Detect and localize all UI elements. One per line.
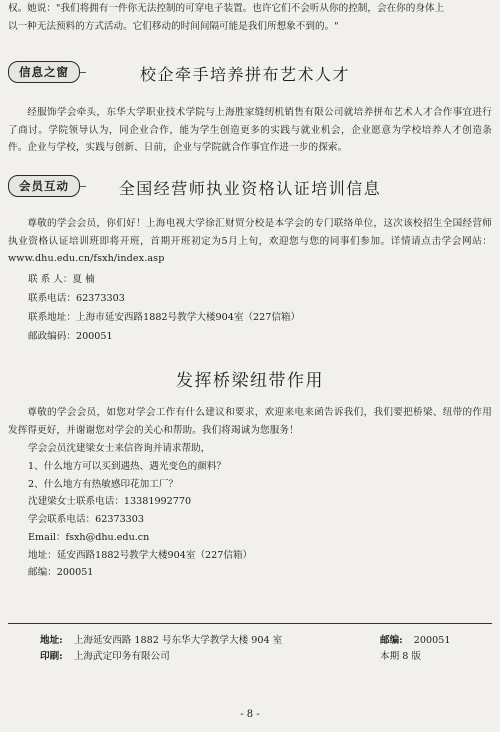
footer-address-value: 上海延安西路 1882 号东华大学教学大楼 904 室 <box>73 635 283 646</box>
footer-issue: 本期 8 版 <box>380 651 421 662</box>
footer-rule <box>8 623 492 624</box>
footer-postcode <box>380 634 450 648</box>
section1-body <box>8 104 492 157</box>
footer-postcode-value: 200051 <box>413 635 451 646</box>
section2-address: 联系地址：上海市延安西路1882号教学大楼904室（227信箱） <box>28 312 301 323</box>
section-title-school-enterprise: 校企牵手培养拼布艺术人才 <box>139 65 350 84</box>
footer-print-value: 上海武定印务有限公司 <box>73 651 170 662</box>
section-tag-info-window: 信息之窗 <box>8 61 80 83</box>
section1-paragraph: 经服饰学会牵头，东华大学职业技术学院与上海胜家缝纫机销售有限公司就培养拼布艺术人才合作事宜进行了商讨。学院领导认为，同企业合作，能为学生创造更多的实践与就业机会，企业愿意为学校培养人才创造条件。企业与学校，实践与创新、日前，企业与学院就合作事宜作进一步的探索。 <box>8 107 492 153</box>
section3-request: 学会会员沈建梁女士来信咨询并请求帮助， <box>28 443 211 454</box>
section2-contact: 联 系 人：夏 楠 <box>28 274 95 285</box>
page-number: - 8 - <box>240 709 260 720</box>
section3-postcode: 邮编：200051 <box>28 567 94 578</box>
heading-rule <box>80 72 86 73</box>
section3-shen-phone: 沈建梁女士联系电话：13381992770 <box>28 496 192 507</box>
heading-rule <box>80 186 86 187</box>
section3-question-1: 1、什么地方可以买到遇热、遇光变色的颜料？ <box>28 461 226 472</box>
section2-phone: 联系电话：62373303 <box>28 293 125 304</box>
section2-body <box>8 215 492 268</box>
section3-question-2: 2、什么地方有热敏感印花加工厂？ <box>28 479 179 490</box>
section-title-certification: 全国经营师执业资格认证培训信息 <box>118 179 382 198</box>
footer-printer <box>40 650 170 664</box>
intro-line-2: 以一种无法预料的方式活动。它们移动的时间间隔可能是我们所想象不到的。" <box>8 21 339 32</box>
section3-society-phone: 学会联系电话：62373303 <box>28 514 144 525</box>
section3-email: Email：fsxh@dhu.edu.cn <box>28 532 150 543</box>
section-title-bridge: 发挥桥梁纽带作用 <box>176 371 324 391</box>
footer-address <box>40 634 282 648</box>
section2-postcode: 邮政编码：200051 <box>28 331 113 342</box>
section3-body <box>8 404 492 439</box>
section-tag-member-interaction: 会员互动 <box>8 175 80 197</box>
section3-paragraph: 尊敬的学会会员，如您对学会工作有什么建议和要求，欢迎来电来函告诉我们，我们要把桥梁、纽带的作用发挥得更好，并谢谢您对学会的关心和帮助。我们将竭诚为您服务！ <box>8 407 492 436</box>
intro-line-1: 权。她说："我们将拥有一件你无法控制的可穿电子装置。也许它们不会听从你的控制，会在你的身体上 <box>8 3 445 14</box>
footer-address-label: 地址: <box>40 635 63 646</box>
section3-address: 地址：延安西路1882号教学大楼904室（227信箱） <box>28 550 253 561</box>
section2-paragraph: 尊敬的学会会员，你们好！上海电视大学徐汇财贸分校是本学会的专门联络单位，这次该校招生全国经营师执业资格认证培训班即将开班，首期开班初定为5月上旬，欢迎您与您的同事们参加。详情请点击学会网站：www.dhu.edu.cn/fsxh/index.asp <box>8 218 492 264</box>
footer-print-label: 印刷: <box>40 651 63 662</box>
footer-postcode-label: 邮编: <box>380 635 403 646</box>
